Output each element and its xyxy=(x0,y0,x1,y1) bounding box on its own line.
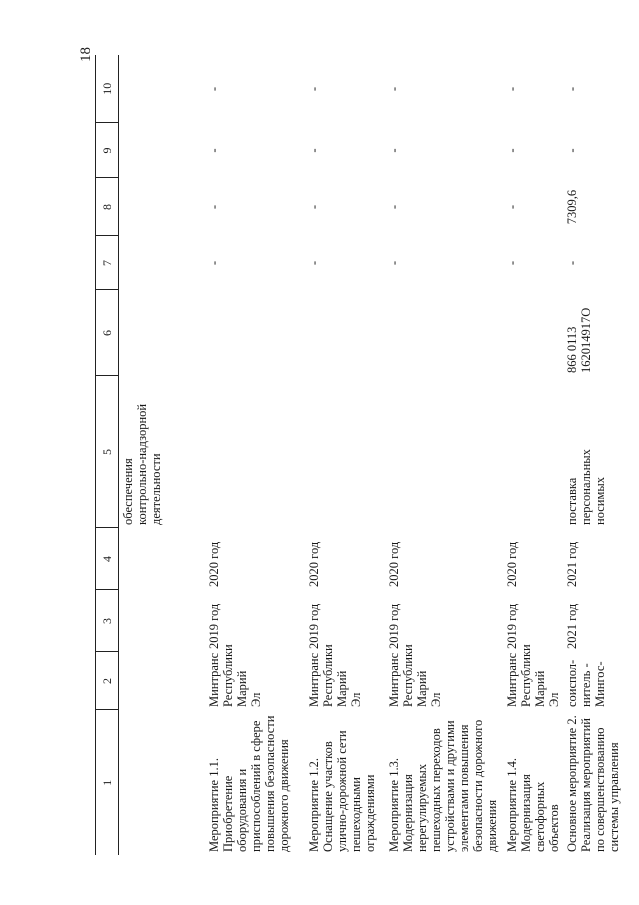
value-cell: - xyxy=(206,148,221,153)
value-cell: - xyxy=(206,86,221,92)
table-row xyxy=(205,55,305,855)
result-cell xyxy=(205,376,305,528)
value-cell: - xyxy=(504,86,519,92)
executor-cell: Минтранс Республики Марий Эл xyxy=(306,644,363,707)
end-year-cell xyxy=(119,528,205,590)
header-cell: 3 xyxy=(96,590,119,652)
result-cell xyxy=(503,376,563,528)
start-year-cell: 2019 год xyxy=(504,603,519,649)
value-cell: - xyxy=(306,86,321,92)
measure-cell: Мероприятие 1.3. Модернизация нерегулируемых пешеходных переходов устройствами и другими элементами повышения безопасности дорожного движения xyxy=(386,719,499,852)
measure-cell xyxy=(119,710,205,855)
table-row xyxy=(563,55,623,855)
value-cell xyxy=(119,178,205,236)
result-cell xyxy=(385,376,503,528)
end-year-cell: 2021 год xyxy=(564,541,579,587)
start-year-cell xyxy=(119,590,205,652)
value-cell: - xyxy=(564,148,579,153)
header-cell: 4 xyxy=(96,528,119,590)
code-cell: 866 0113 162014917О xyxy=(564,307,593,373)
executor-cell xyxy=(119,652,205,710)
table-row xyxy=(305,55,385,855)
rotated-table-page xyxy=(95,55,621,855)
measure-cell: Мероприятие 1.4. Модернизация светофорных объектов xyxy=(504,758,561,852)
header-cell: 9 xyxy=(96,123,119,178)
table-row xyxy=(503,55,563,855)
page-number: 18 xyxy=(78,47,94,62)
value-cell xyxy=(119,236,205,290)
code-cell xyxy=(305,290,385,376)
value-cell: - xyxy=(306,204,321,210)
end-year-cell: 2020 год xyxy=(504,541,519,587)
result-cell xyxy=(305,376,385,528)
start-year-cell: 2019 год xyxy=(306,603,321,649)
start-year-cell: 2021 год xyxy=(564,603,579,649)
value-cell xyxy=(119,123,205,178)
measure-cell: Мероприятие 1.1. Приобретение оборудования и приспособлений в сфере повышения безопасности дорожного движения xyxy=(206,715,291,852)
program-table xyxy=(95,55,623,855)
code-cell xyxy=(119,290,205,376)
executor-cell: Минтранс Республики Марий Эл xyxy=(206,644,263,707)
value-cell: - xyxy=(564,260,579,266)
table-row xyxy=(385,55,503,855)
value-cell: - xyxy=(386,86,401,92)
value-cell: - xyxy=(206,204,221,210)
measure-cell: Мероприятие 1.2. Оснащение участков улично-дорожной сети пешеходными ограждениями xyxy=(306,730,377,852)
value-cell: - xyxy=(206,260,221,266)
measure-cell: Основное мероприятие 2. Реализация мероприятий по совершенствованию системы управления xyxy=(564,715,621,852)
header-cell: 2 xyxy=(96,652,119,710)
end-year-cell: 2020 год xyxy=(206,541,221,587)
value-cell: - xyxy=(564,86,579,92)
value-cell: - xyxy=(504,148,519,153)
end-year-cell: 2020 год xyxy=(306,541,321,587)
value-cell: - xyxy=(306,148,321,153)
header-cell: 7 xyxy=(96,236,119,290)
header-row xyxy=(96,55,119,855)
value-cell: - xyxy=(504,204,519,210)
start-year-cell: 2019 год xyxy=(206,603,221,649)
value-cell: - xyxy=(504,260,519,266)
value-cell: - xyxy=(386,148,401,153)
header-cell: 5 xyxy=(96,376,119,528)
header-cell: 8 xyxy=(96,178,119,236)
executor-cell: Минтранс Республики Марий Эл xyxy=(386,644,443,707)
value-cell: - xyxy=(386,204,401,210)
value-cell: 7309,6 xyxy=(564,189,579,225)
result-cell: поставка персональных носимых xyxy=(564,449,607,525)
value-cell xyxy=(119,55,205,123)
header-cell: 6 xyxy=(96,290,119,376)
header-cell: 1 xyxy=(96,710,119,855)
executor-cell: Минтранс Республики Марий Эл xyxy=(504,644,561,707)
start-year-cell: 2019 год xyxy=(386,603,401,649)
end-year-cell: 2020 год xyxy=(386,541,401,587)
code-cell xyxy=(503,290,563,376)
code-cell xyxy=(205,290,305,376)
executor-cell: соиспол- нитель - Мингос- xyxy=(564,659,607,707)
table-row xyxy=(119,55,205,855)
result-cell: обеспечения контрольно-надзорной деятельности xyxy=(121,403,163,525)
value-cell: - xyxy=(386,260,401,266)
header-cell: 10 xyxy=(96,55,119,123)
code-cell xyxy=(385,290,503,376)
value-cell: - xyxy=(306,260,321,266)
